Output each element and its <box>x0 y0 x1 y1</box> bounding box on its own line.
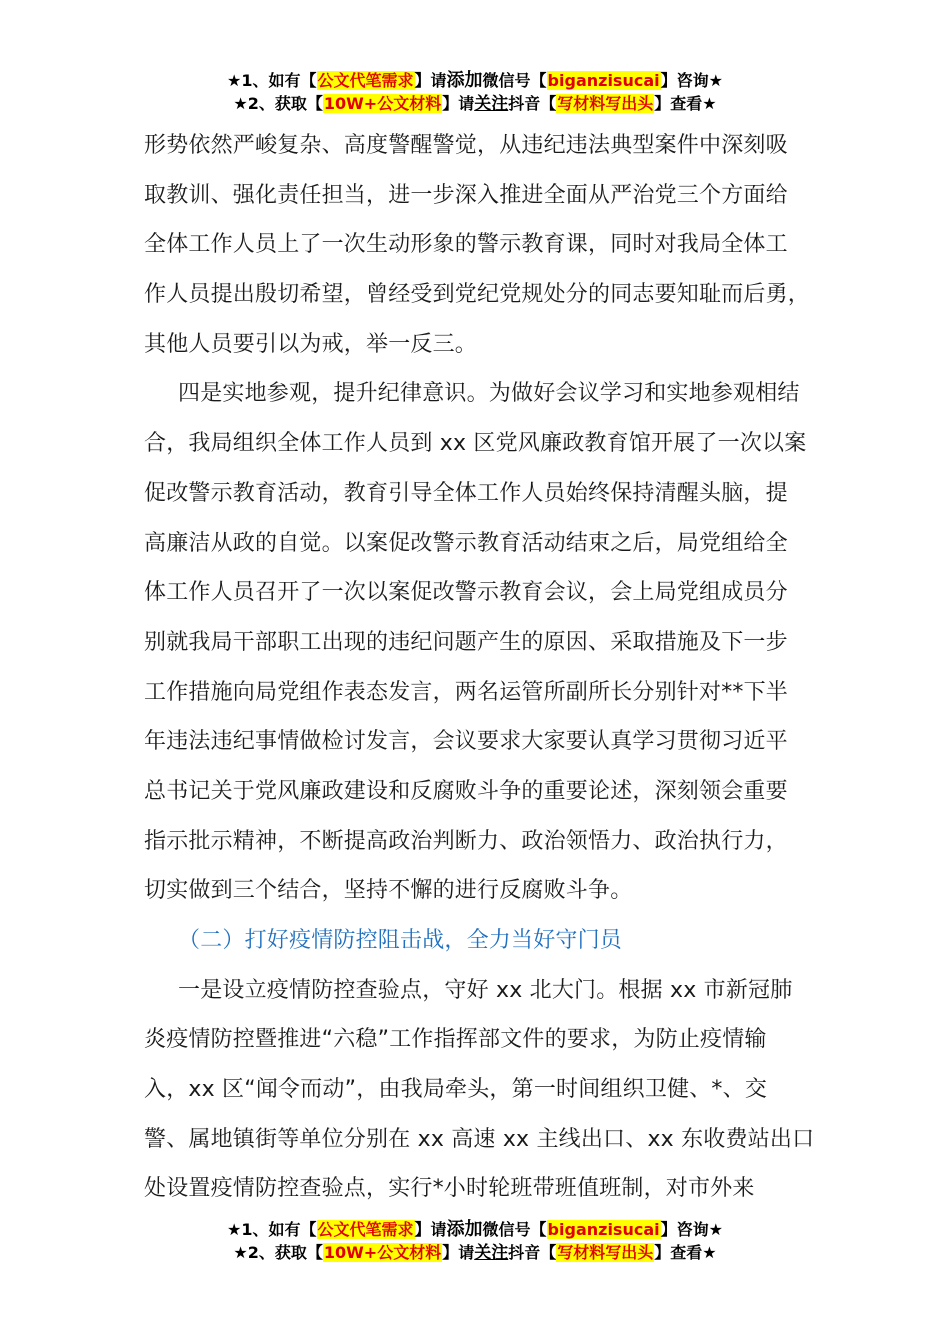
banner-text: 】请 <box>442 94 475 113</box>
wechat-id: biganzisucai <box>547 1220 660 1239</box>
text-line: 年违法违纪事情做检讨发言，会议要求大家要认真学习贯彻习近平 <box>144 729 788 755</box>
text-line: 取教训、强化责任担当，进一步深入推进全面从严治党三个方面给 <box>144 182 788 208</box>
text-line: 高廉洁从政的自觉。以案促改警示教育活动结束之后，局党组给全 <box>144 530 788 556</box>
banner-text: ★1、如有【 <box>227 1220 317 1239</box>
text-line: 合，我局组织全体工作人员到 xx 区党风廉政教育馆开展了一次以案 <box>144 431 807 457</box>
banner-line-2 <box>0 1242 950 1265</box>
banner-text: ★1、如有【 <box>227 71 317 90</box>
document-body <box>144 121 815 1214</box>
highlight-text: 10W+公文材料 <box>323 1243 442 1262</box>
banner-emphasis: 关注 <box>474 1243 509 1263</box>
douyin-id: 写材料写出头 <box>557 94 654 113</box>
banner-line-1 <box>0 1219 950 1242</box>
header-banner <box>0 70 950 116</box>
highlight-text: 10W+公文材料 <box>323 94 442 113</box>
banner-text: 】请 <box>442 1243 475 1262</box>
banner-line-1 <box>0 70 950 93</box>
douyin-id: 写材料写出头 <box>557 1243 654 1262</box>
banner-text: 】咨询★ <box>660 1220 723 1239</box>
text-line: 体工作人员召开了一次以案促改警示教育会议，会上局党组成员分 <box>144 580 788 606</box>
text-line: 全体工作人员上了一次生动形象的警示教育课，同时对我局全体工 <box>144 232 788 258</box>
text-line: 总书记关于党风廉政建设和反腐败斗争的重要论述，深刻领会重要 <box>144 778 788 804</box>
banner-text: 抖音【 <box>508 94 557 113</box>
banner-text: 】请 <box>414 71 447 90</box>
section-heading: （二）打好疫情防控阻击战，全力当好守门员 <box>178 928 623 953</box>
text-line: 作人员提出殷切希望，曾经受到党纪党规处分的同志要知耻而后勇， <box>144 282 811 308</box>
banner-emphasis: 添加 <box>446 1219 483 1240</box>
text-line: 入，xx 区“闻令而动”，由我局牵头，第一时间组织卫健、*、交 <box>144 1077 768 1103</box>
banner-text: ★2、获取【 <box>233 94 323 113</box>
paragraph-start: 四是实地参观，提升纪律意识。为做好会议学习和实地参观相结 <box>178 381 800 407</box>
banner-text: 】请 <box>414 1220 447 1239</box>
banner-text: ★2、获取【 <box>233 1243 323 1262</box>
banner-emphasis: 添加 <box>446 70 483 91</box>
text-line: 处设置疫情防控查验点，实行*小时轮班带班值班制，对市外来 <box>144 1176 755 1202</box>
text-line: 别就我局干部职工出现的违纪问题产生的原因、采取措施及下一步 <box>144 629 788 655</box>
banner-text: 微信号【 <box>482 1220 547 1239</box>
text-line: 指示批示精神，不断提高政治判断力、政治领悟力、政治执行力， <box>144 828 788 854</box>
footer-banner <box>0 1219 950 1265</box>
text-line: 工作措施向局党组作表态发言，两名运管所副所长分别针对**下半 <box>144 679 789 705</box>
text-line: 警、属地镇街等单位分别在 xx 高速 xx 主线出口、xx 东收费站出口 <box>144 1126 815 1152</box>
banner-emphasis: 关注 <box>474 94 509 114</box>
highlight-text: 公文代笔需求 <box>317 71 414 90</box>
text-line: 切实做到三个结合，坚持不懈的进行反腐败斗争。 <box>144 878 633 904</box>
banner-text: 】查看★ <box>654 94 717 113</box>
paragraph-start: 一是设立疫情防控查验点，守好 xx 北大门。根据 xx 市新冠肺 <box>178 977 793 1003</box>
text-line: 其他人员要引以为戒，举一反三。 <box>144 331 478 357</box>
banner-text: 】咨询★ <box>660 71 723 90</box>
banner-line-2 <box>0 93 950 116</box>
text-line: 炎疫情防控暨推进“六稳”工作指挥部文件的要求，为防止疫情输 <box>144 1027 767 1053</box>
text-line: 促改警示教育活动，教育引导全体工作人员始终保持清醒头脑，提 <box>144 480 788 506</box>
text-line: 形势依然严峻复杂、高度警醒警觉，从违纪违法典型案件中深刻吸 <box>144 133 788 158</box>
banner-text: 微信号【 <box>482 71 547 90</box>
banner-text: 抖音【 <box>508 1243 557 1262</box>
highlight-text: 公文代笔需求 <box>317 1220 414 1239</box>
wechat-id: biganzisucai <box>547 71 660 90</box>
banner-text: 】查看★ <box>654 1243 717 1262</box>
